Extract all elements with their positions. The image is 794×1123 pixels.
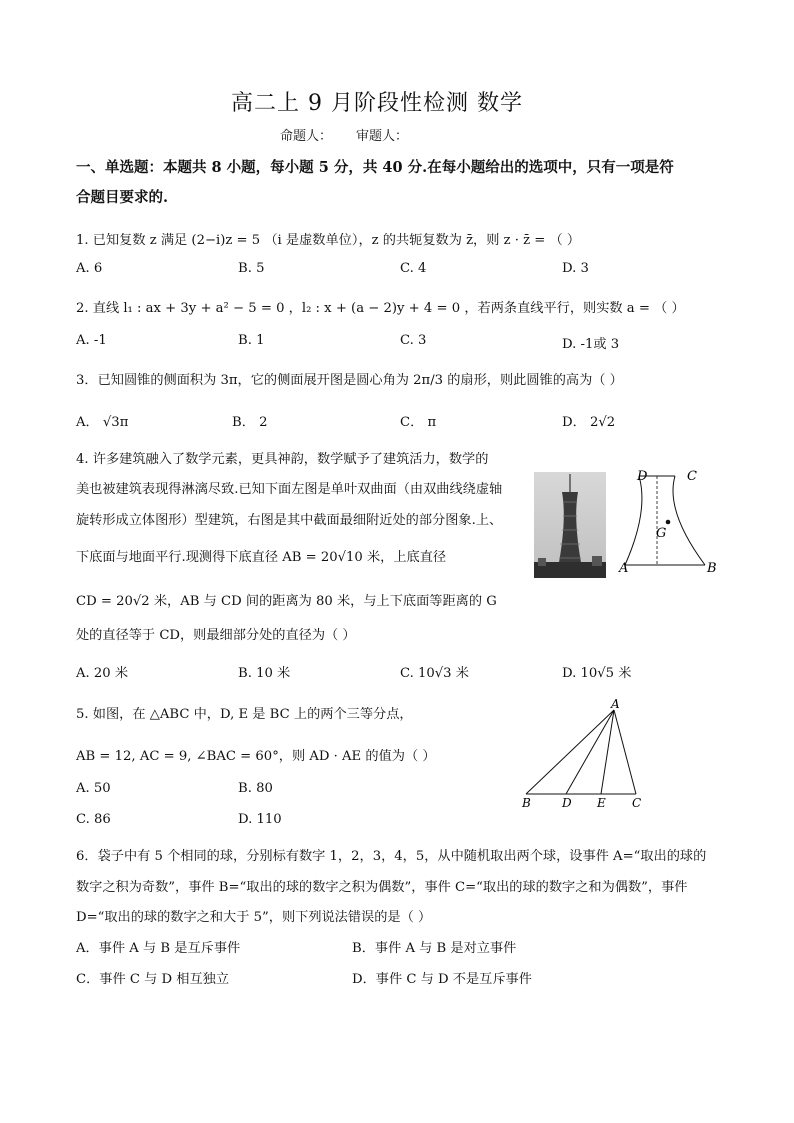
label-a: A <box>619 561 629 576</box>
q1-option-b: B. 5 <box>238 261 265 276</box>
q6-option-a: A．事件 A 与 B 是互斥事件 <box>76 941 241 956</box>
q2-option-d: D. -1或 3 <box>562 337 620 352</box>
q1-option-c: C. 4 <box>400 261 427 276</box>
q2-option-a: A. -1 <box>76 333 107 348</box>
q1-option-d: D. 3 <box>562 261 589 276</box>
question-4-line5: CD = 20√2 米，AB 与 CD 间的距离为 80 米，与上下底面等距离的 G <box>76 594 497 609</box>
tri-label-e: E <box>597 796 606 810</box>
question-4-line2: 美也被建筑表现得淋漓尽致.已知下面左图是单叶双曲面（由双曲线绕虚轴 <box>76 482 503 497</box>
reviewer-label: 审题人： <box>356 129 409 144</box>
q4-option-c: C. 10√3 米 <box>400 666 469 681</box>
question-3-text: 3．已知圆锥的侧面积为 3π，它的侧面展开图是圆心角为 2π/3 的扇形，则此圆锥的高为（ ） <box>76 373 623 388</box>
q3-option-c: C． π <box>400 415 437 430</box>
q6-option-d: D．事件 C 与 D 不是互斥事件 <box>352 972 532 987</box>
q5-option-c: C. 86 <box>76 812 111 827</box>
q3-option-a: A． √3π <box>76 415 129 430</box>
q5-option-a: A. 50 <box>76 781 111 796</box>
tri-label-b: B <box>522 796 531 810</box>
question-6-line3: D=“取出的球的数字之和大于 5”，则下列说法错误的是（ ） <box>76 910 432 925</box>
q2-option-c: C. 3 <box>400 333 427 348</box>
triangle-figure <box>518 698 652 810</box>
author-label: 命题人： <box>280 129 333 144</box>
label-c: C <box>687 469 697 484</box>
section-heading-line2: 合题目要求的. <box>76 189 169 206</box>
tri-label-c: C <box>632 796 642 810</box>
section-heading-line1: 一、单选题：本题共 8 小题，每小题 5 分，共 40 分.在每小题给出的选项中，只有一项是符 <box>76 159 674 176</box>
q4-option-d: D. 10√5 米 <box>562 666 632 681</box>
label-g: G <box>656 526 667 541</box>
tower-photo <box>534 472 606 578</box>
question-1-text: 1. 已知复数 z 满足 (2−i)z = 5 （i 是虚数单位），z 的共轭复数为 z̄，则 z · z̄ = （ ） <box>76 233 581 248</box>
question-4-line1: 4. 许多建筑融入了数学元素，更具神韵，数学赋予了建筑活力，数学的 <box>76 452 489 467</box>
label-b: B <box>707 561 717 576</box>
q3-option-b: B． 2 <box>232 415 268 430</box>
question-6-line1: 6．袋子中有 5 个相同的球，分别标有数字 1，2，3，4，5，从中随机取出两个球，设事件 A=“取出的球的 <box>76 849 707 864</box>
question-6-line2: 数字之积为奇数”，事件 B=“取出的球的数字之积为偶数”，事件 C=“取出的球的数字之和为偶数”，事件 <box>76 880 688 895</box>
question-2-text: 2. 直线 l₁ : ax + 3y + a² − 5 = 0 ，l₂ : x + (a − 2)y + 4 = 0 ，若两条直线平行，则实数 a = （ ） <box>76 301 685 316</box>
question-5-line1: 5. 如图，在 △ABC 中，D, E 是 BC 上的两个三等分点， <box>76 707 413 722</box>
q5-option-b: B. 80 <box>238 781 273 796</box>
q6-option-b: B．事件 A 与 B 是对立事件 <box>352 941 517 956</box>
question-4-line6: 处的直径等于 CD，则最细部分处的直径为（ ） <box>76 628 356 643</box>
label-d: D <box>637 469 648 484</box>
q4-option-b: B. 10 米 <box>238 666 291 681</box>
hyperboloid-section-figure <box>615 466 725 578</box>
q3-option-d: D． 2√2 <box>562 415 616 430</box>
q1-option-a: A. 6 <box>76 261 103 276</box>
question-5-line2: AB = 12, AC = 9, ∠BAC = 60°，则 AD · AE 的值为（ ） <box>76 749 436 764</box>
tri-label-d: D <box>562 796 572 810</box>
tri-label-a: A <box>611 698 620 711</box>
question-4-line4: 下底面与地面平行.现测得下底直径 AB = 20√10 米，上底直径 <box>76 550 447 565</box>
q2-option-b: B. 1 <box>238 333 265 348</box>
question-4-line3: 旋转形成立体图形）型建筑，右图是其中截面最细附近处的部分图象.上、 <box>76 513 503 528</box>
q4-option-a: A. 20 米 <box>76 666 129 681</box>
q6-option-c: C．事件 C 与 D 相互独立 <box>76 972 230 987</box>
page-title: 高二上 9 月阶段性检测 数学 <box>231 91 523 116</box>
q5-option-d: D. 110 <box>238 812 282 827</box>
